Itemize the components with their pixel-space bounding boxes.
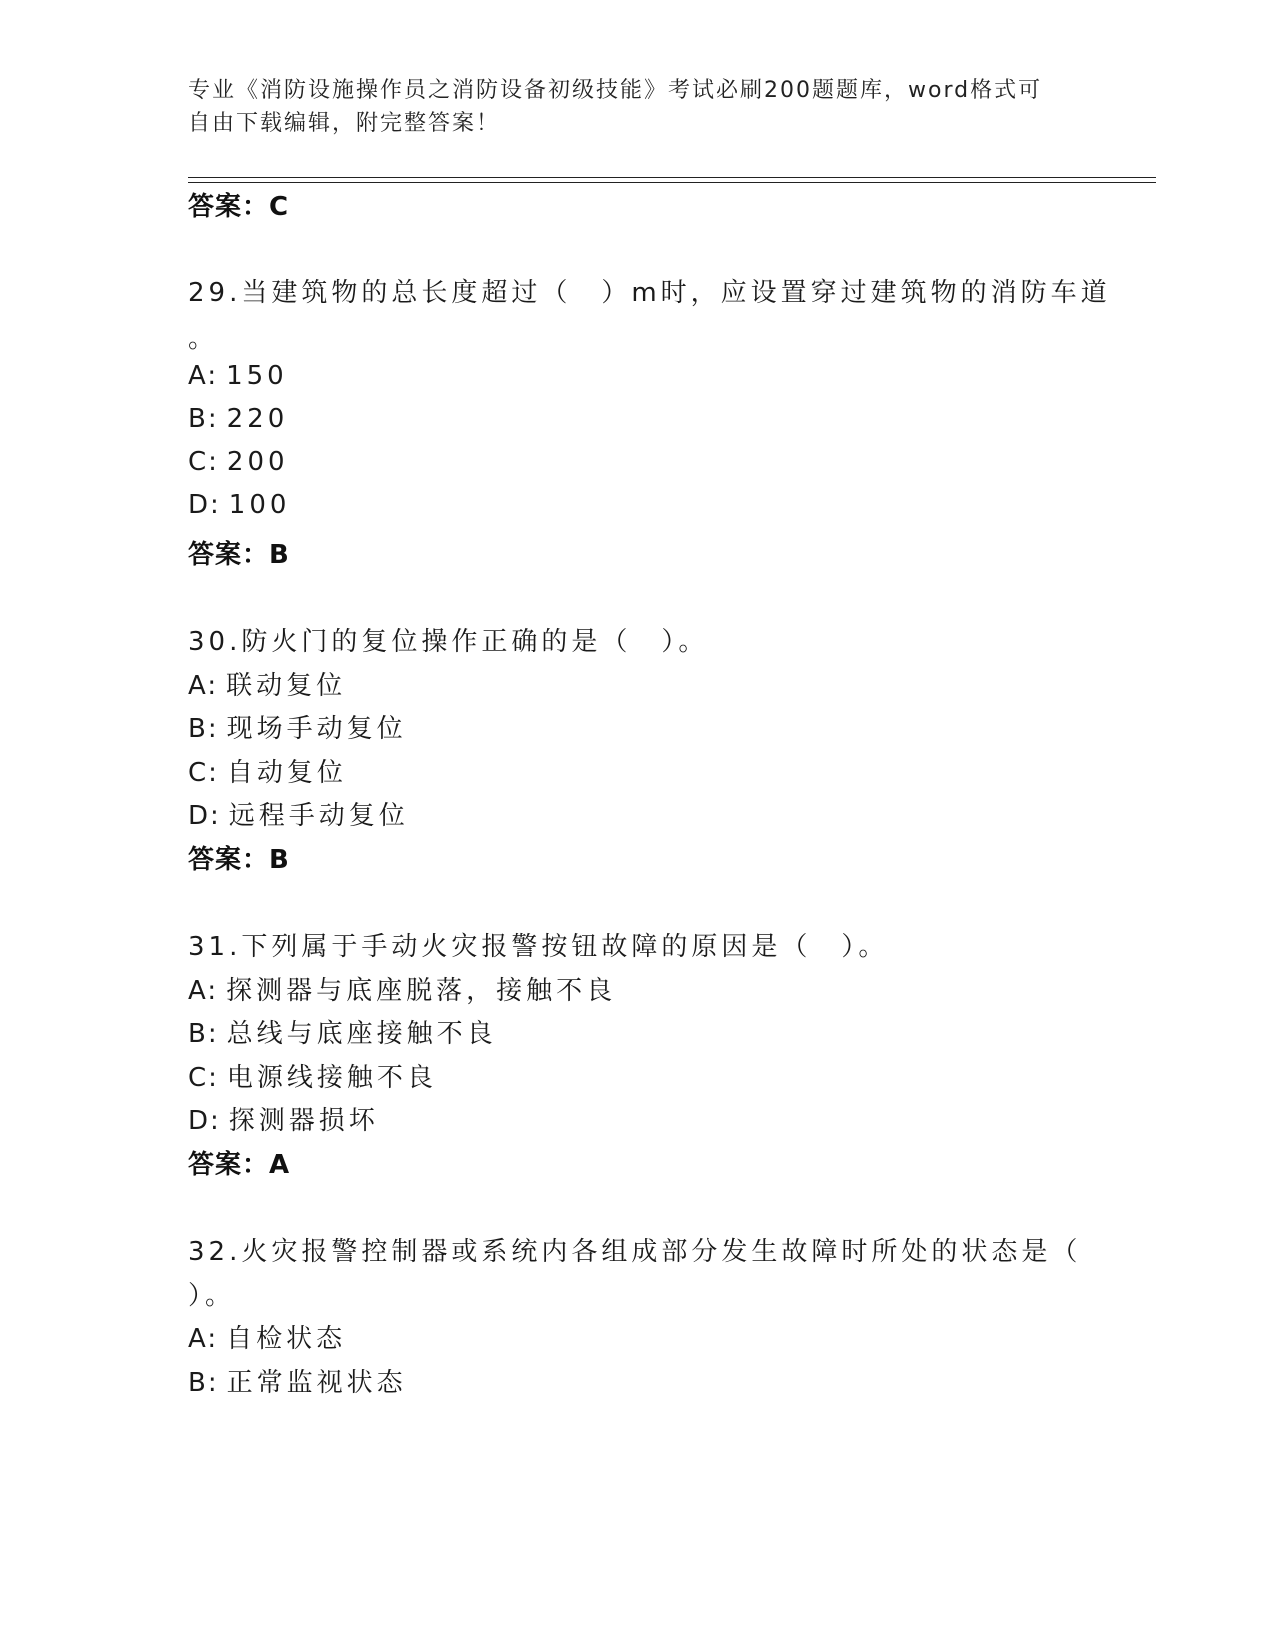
option-text: 正常监视状态	[226, 1368, 407, 1398]
option-text: 探测器与底座脱落，接触不良	[226, 976, 617, 1006]
question-30-stem: 30.防火门的复位操作正确的是（ ）。	[188, 627, 709, 657]
option-text: 200	[226, 447, 289, 477]
question-31-option-d	[188, 1100, 379, 1137]
question-31-answer: 答案：A	[188, 1150, 291, 1180]
question-29-option-d	[188, 490, 290, 520]
question-31-stem: 31.下列属于手动火灾报警按钮故障的原因是（ ）。	[188, 932, 889, 962]
header-line-1: 专业《消防设施操作员之消防设备初级技能》考试必刷200题题库，word格式可	[188, 78, 1043, 103]
question-29-option-b	[188, 404, 288, 434]
header-divider-top	[188, 177, 1156, 178]
option-key: B:	[188, 404, 219, 434]
option-text: 100	[228, 490, 291, 520]
question-32-option-b	[188, 1362, 407, 1399]
option-key: D:	[188, 1106, 221, 1136]
question-30-option-d	[188, 795, 409, 832]
option-key: C:	[188, 1063, 219, 1093]
question-30-option-a	[188, 665, 346, 702]
option-text: 150	[226, 361, 288, 391]
question-29-option-a	[188, 361, 288, 391]
option-key: C:	[188, 758, 219, 788]
option-text: 220	[226, 404, 289, 434]
option-key: A:	[188, 361, 219, 391]
question-30-answer: 答案：B	[188, 845, 290, 875]
question-29-stem-cont: 。	[188, 324, 219, 354]
header-divider-bottom	[188, 182, 1156, 183]
question-32-option-a	[188, 1318, 346, 1355]
option-key: A:	[188, 671, 219, 701]
option-key: D:	[188, 801, 221, 831]
option-key: B:	[188, 1019, 219, 1049]
question-31-option-c	[188, 1057, 437, 1094]
option-key: D:	[188, 490, 221, 520]
question-31-option-a	[188, 970, 616, 1007]
option-text: 探测器损坏	[228, 1106, 379, 1136]
option-key: C:	[188, 447, 219, 477]
question-30-option-c	[188, 752, 347, 789]
option-text: 电源线接触不良	[226, 1063, 437, 1093]
question-29-option-c	[188, 447, 289, 477]
header-line-2: 自由下载编辑，附完整答案！	[188, 111, 501, 136]
question-30-option-b	[188, 708, 407, 745]
option-key: A:	[188, 1324, 219, 1354]
question-29-answer: 答案：B	[188, 540, 290, 570]
question-31-option-b	[188, 1013, 497, 1050]
question-29-stem: 29.当建筑物的总长度超过（ ）m时，应设置穿过建筑物的消防车道	[188, 278, 1111, 308]
option-key: A:	[188, 976, 219, 1006]
option-text: 现场手动复位	[226, 714, 407, 744]
option-text: 远程手动复位	[228, 801, 409, 831]
document-header	[188, 74, 1068, 140]
question-32-stem: 32.火灾报警控制器或系统内各组成部分发生故障时所处的状态是（	[188, 1237, 1082, 1267]
option-text: 自检状态	[226, 1324, 347, 1354]
option-key: B:	[188, 714, 219, 744]
option-text: 联动复位	[226, 671, 347, 701]
option-text: 总线与底座接触不良	[226, 1019, 497, 1049]
question-32-stem-cont: ）。	[188, 1281, 236, 1311]
previous-answer: 答案：C	[188, 192, 290, 222]
option-key: B:	[188, 1368, 219, 1398]
option-text: 自动复位	[226, 758, 347, 788]
